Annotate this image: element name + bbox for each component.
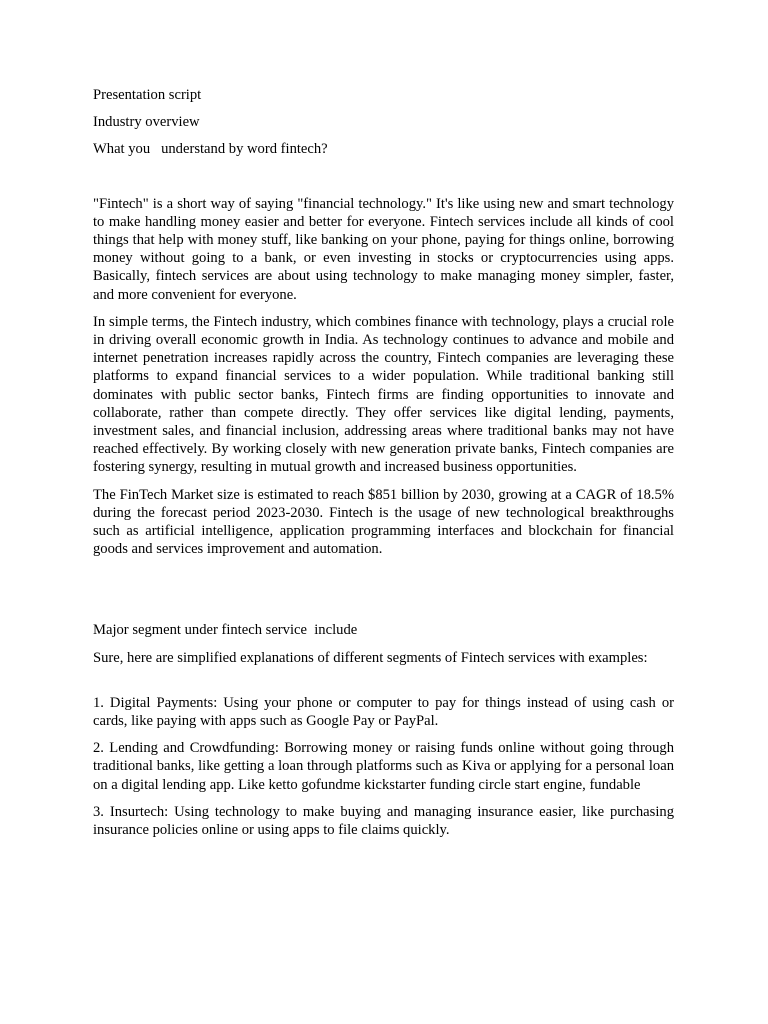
segments-intro: Sure, here are simplified explanations of different segments of Fintech services with examples: [93, 649, 648, 666]
segment-item-insurtech: 3. Insurtech: Using technology to make buying and managing insurance easier, like purchasing insurance policies online or using apps to file claims quickly. [93, 803, 674, 839]
segment-item-lending-crowdfunding: 2. Lending and Crowdfunding: Borrowing money or raising funds online without going through traditional banks, like getting a loan through platforms such as Kiva or applying for a personal loan on a digital lending app. Like ketto gofundme kickstarter funding circle start engine, fundable [93, 740, 674, 793]
segments-heading: Major segment under fintech service include [93, 622, 358, 639]
paragraph-fintech-definition: "Fintech" is a short way of saying "financial technology." It's like using new and smart technology to make handling money easier and better for everyone. Fintech services include all kinds of cool things that help with money stuff, like banking on your phone, paying for things online, borrowing money without going to a bank, or even investing in stocks or cryptocurrencies using apps. Basically, fintech services are about using technology to make managing money simpler, faster, and more convenient for everyone. [93, 195, 674, 303]
question-heading: What you understand by word fintech? [93, 141, 328, 158]
document-title: Presentation script [93, 87, 202, 103]
section-heading-industry-overview: Industry overview [93, 114, 200, 131]
paragraph-market-size: The FinTech Market size is estimated to reach $851 billion by 2030, growing at a CAGR of 18.5% during the forecast period 2023-2030. Fintech is the usage of new technological breakthroughs such as artificial intelligence, application programming interfaces and blockchain for financial goods and services improvement and automation. [93, 486, 674, 558]
spacer [93, 168, 674, 195]
spacer [93, 567, 674, 621]
segment-item-digital-payments: 1. Digital Payments: Using your phone or computer to pay for things instead of using cash or cards, like paying with apps such as Google Pay or PayPal. [93, 694, 674, 730]
paragraph-fintech-india: In simple terms, the Fintech industry, which combines finance with technology, plays a crucial role in driving overall economic growth in India. As technology continues to advance and mobile and internet penetration increases rapidly across the country, Fintech companies are leveraging these platforms to expand financial services to a wider population. While traditional banking still dominates with public sector banks, Fintech firms are finding opportunities to innovate and collaborate, rather than compete directly. They offer services like digital lending, payments, investment sales, and financial inclusion, addressing areas where traditional banks may not have reached effectively. By working closely with new generation private banks, Fintech companies are fostering synergy, resulting in mutual growth and increased business opportunities. [93, 313, 674, 476]
spacer [93, 676, 674, 694]
document-page [93, 86, 674, 848]
